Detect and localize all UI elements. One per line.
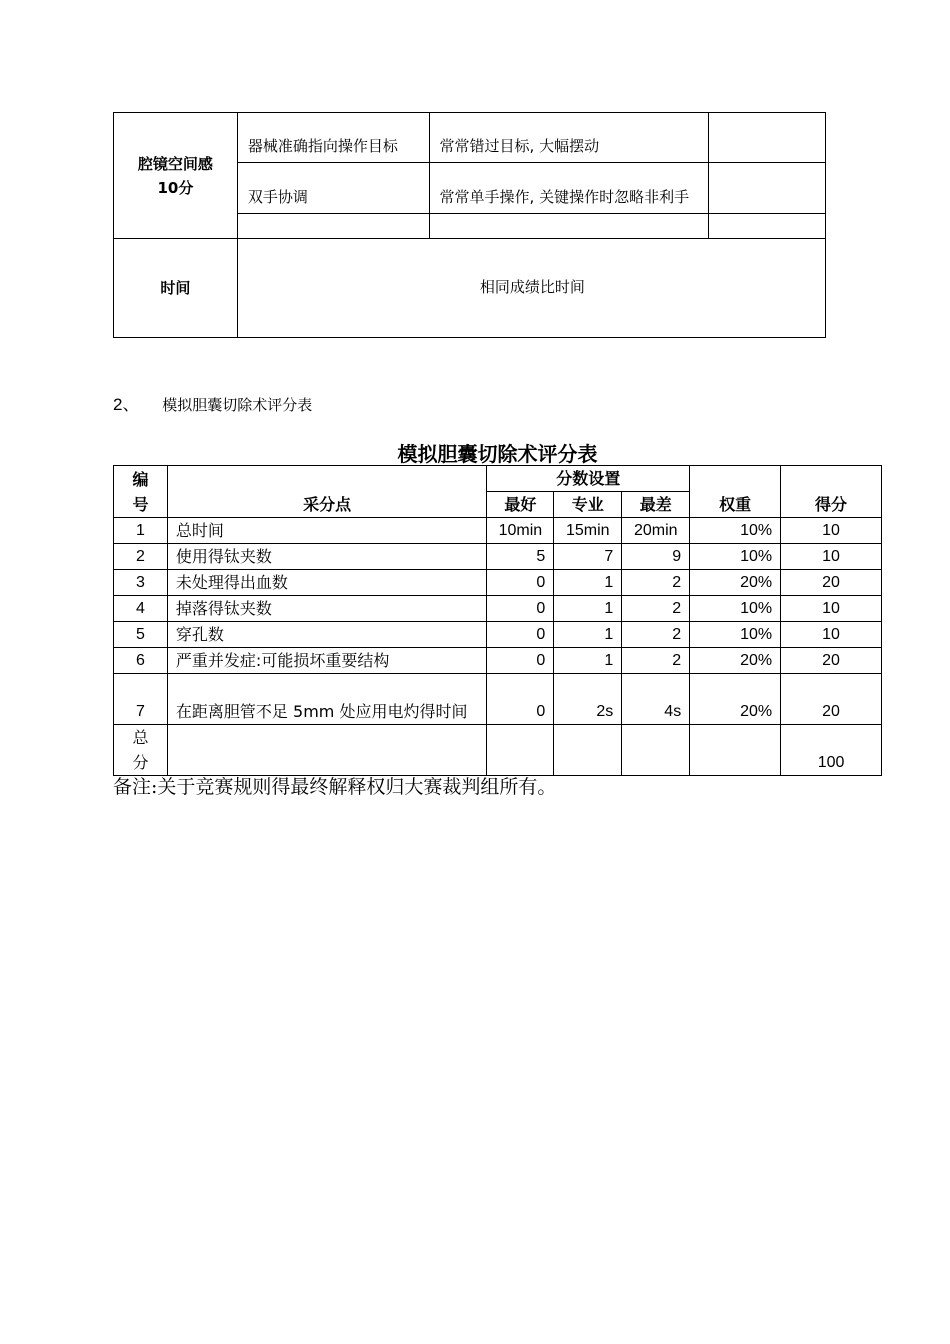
section-heading xyxy=(113,390,312,415)
table-row: 7 在距离胆管不足 5mm 处应用电灼得时间 0 2s 4s 20% 20 xyxy=(114,674,882,725)
total-label: 总分 xyxy=(114,725,168,776)
scoring-table xyxy=(113,465,882,776)
header-item: 采分点 xyxy=(167,466,486,518)
item-cell: 双手协调 xyxy=(237,163,429,214)
header-best: 最好 xyxy=(487,492,554,518)
header-weight: 权重 xyxy=(690,466,781,518)
table-row: 3 未处理得出血数 0 1 2 20% 20 xyxy=(114,570,882,596)
section-number: 2、 xyxy=(113,395,140,414)
header-no: 编号 xyxy=(114,466,168,518)
score-cell xyxy=(709,214,826,239)
table-row: 5 穿孔数 0 1 2 10% 10 xyxy=(114,622,882,648)
table-row: 4 掉落得钛夹数 0 1 2 10% 10 xyxy=(114,596,882,622)
spatial-time-table xyxy=(113,112,826,338)
fault-cell: 常常错过目标, 大幅摆动 xyxy=(429,113,709,163)
table-row: 6 严重并发症:可能损坏重要结构 0 1 2 20% 20 xyxy=(114,648,882,674)
section-title: 模拟胆囊切除术评分表 xyxy=(162,396,313,414)
fault-cell: 常常单手操作, 关键操作时忽略非利手 xyxy=(429,163,709,214)
score-cell xyxy=(709,163,826,214)
total-points: 100 xyxy=(781,725,882,776)
time-description: 相同成绩比时间 xyxy=(237,239,825,338)
category-time: 时间 xyxy=(114,239,238,338)
header-score-setting: 分数设置 xyxy=(487,466,690,492)
total-row xyxy=(114,725,882,776)
header-worst: 最差 xyxy=(622,492,690,518)
header-pro: 专业 xyxy=(554,492,622,518)
fault-cell xyxy=(429,214,709,239)
table-row: 2 使用得钛夹数 5 7 9 10% 10 xyxy=(114,544,882,570)
category-spatial: 腔镜空间感 10分 xyxy=(114,113,238,239)
table-title: 模拟胆囊切除术评分表 xyxy=(397,442,598,466)
table-row: 1 总时间 10min 15min 20min 10% 10 xyxy=(114,518,882,544)
score-cell xyxy=(709,113,826,163)
header-points: 得分 xyxy=(781,466,882,518)
item-cell xyxy=(237,214,429,239)
item-cell: 器械准确指向操作目标 xyxy=(237,113,429,163)
footnote: 备注:关于竞赛规则得最终解释权归大赛裁判组所有。 xyxy=(113,776,557,798)
